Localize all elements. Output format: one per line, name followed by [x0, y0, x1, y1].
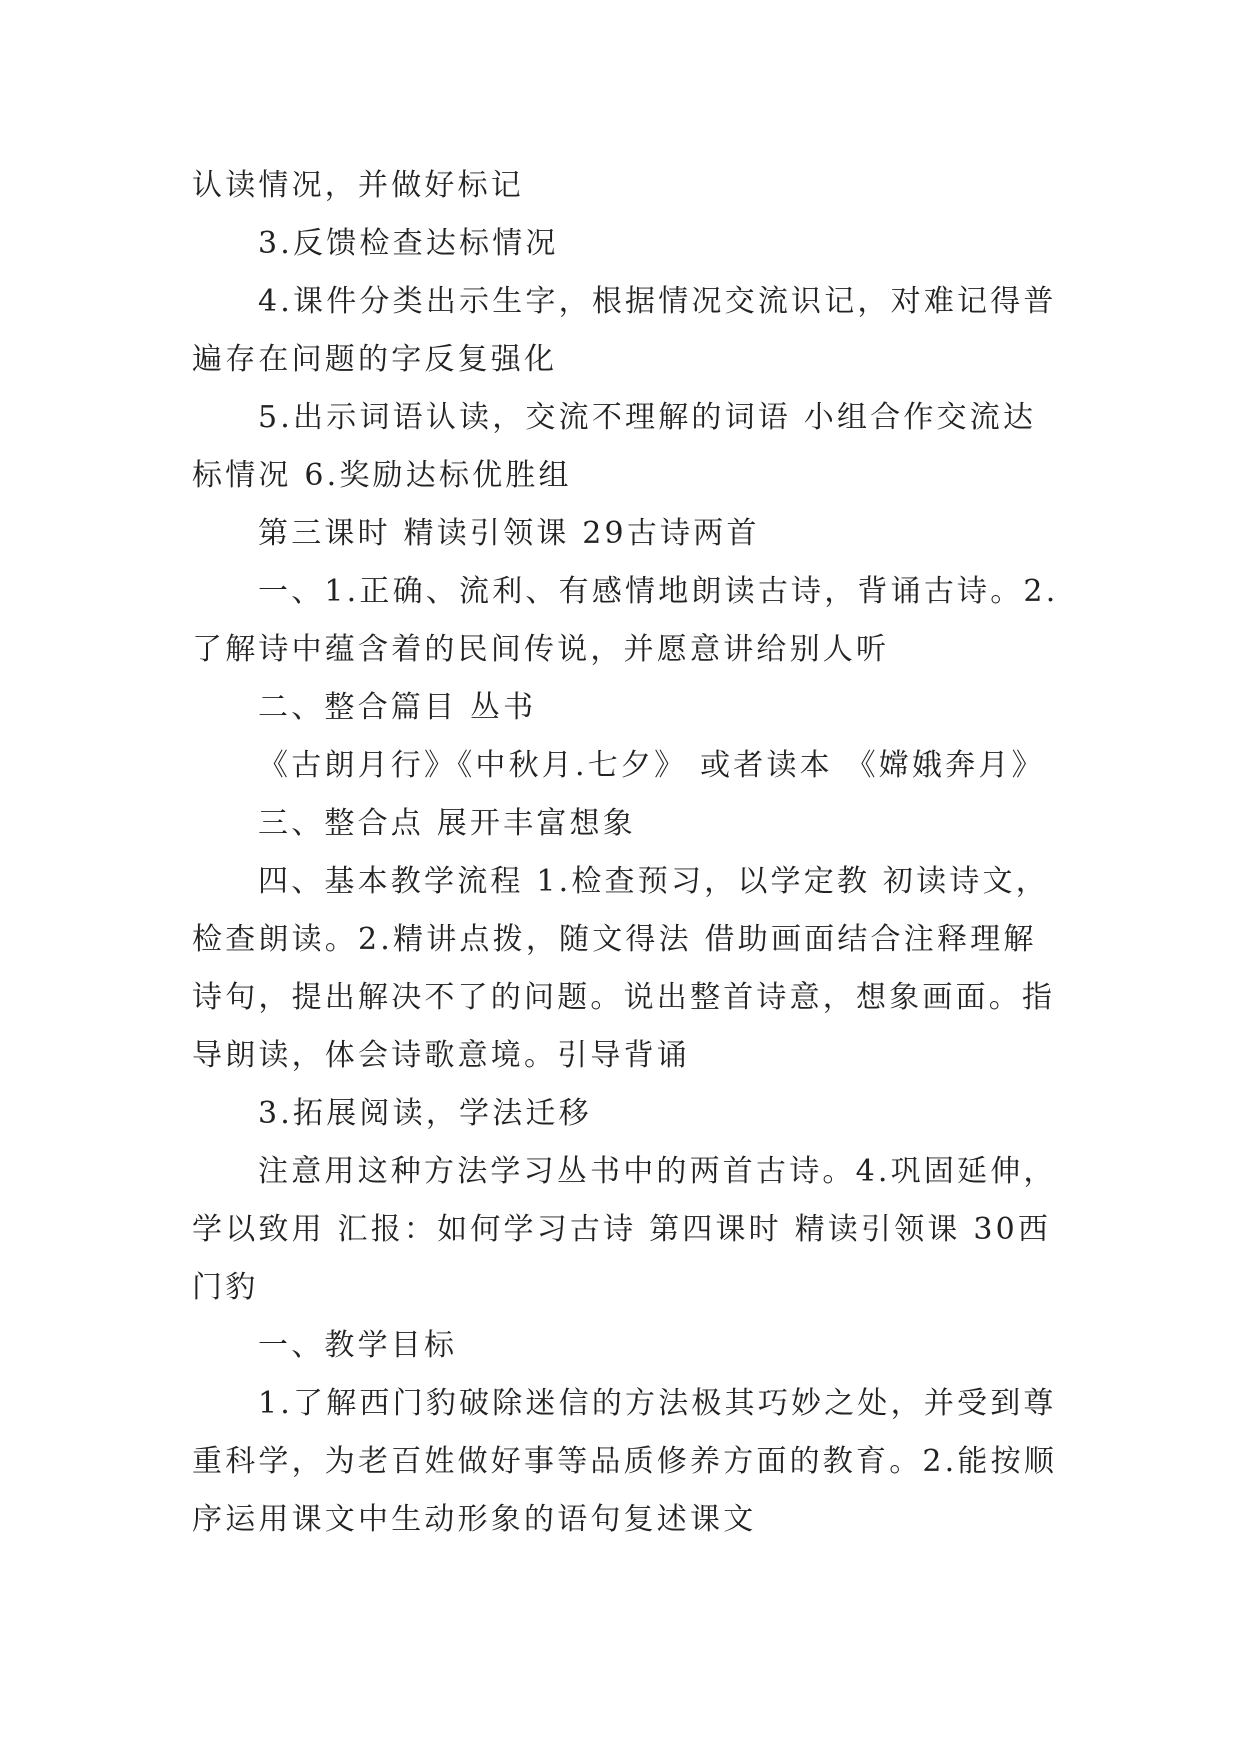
paragraph: 5.出示词语认读，交流不理解的词语 小组合作交流达标情况 6.奖励达标优胜组 [192, 400, 1037, 493]
paragraph: 3.拓展阅读，学法迁移 [258, 1096, 592, 1131]
paragraph: 《古朗月行》《中秋月.七夕》 或者读本 《嫦娥奔月》 [258, 748, 1045, 783]
document-body [192, 157, 1062, 1549]
paragraph: 四、基本教学流程 1.检查预习，以学定教 初读诗文，检查朗读。2.精讲点拨，随文得法 借助画面结合注释理解诗句，提出解决不了的问题。说出整首诗意，想象画面。指导朗读，体会诗歌意境。引导背诵 [192, 864, 1056, 1073]
paragraph: 1.了解西门豹破除迷信的方法极其巧妙之处，并受到尊重科学，为老百姓做好事等品质修养方面的教育。2.能按顺序运用课文中生动形象的语句复述课文 [192, 1386, 1058, 1537]
paragraph: 一、1.正确、流利、有感情地朗读古诗，背诵古诗。2.了解诗中蕴含着的民间传说，并愿意讲给别人听 [192, 574, 1059, 667]
paragraph: 认读情况，并做好标记 [192, 168, 524, 203]
paragraph: 一、教学目标 [258, 1328, 458, 1363]
paragraph: 4.课件分类出示生字，根据情况交流识记，对难记得普遍存在问题的字反复强化 [192, 284, 1057, 377]
paragraph: 三、整合点 展开丰富想象 [258, 806, 636, 841]
paragraph: 第三课时 精读引领课 29古诗两首 [258, 516, 760, 551]
paragraph: 二、整合篇目 丛书 [258, 690, 537, 725]
paragraph: 3.反馈检查达标情况 [258, 226, 559, 261]
paragraph: 注意用这种方法学习丛书中的两首古诗。4.巩固延伸，学以致用 汇报：如何学习古诗 第四课时 精读引领课 30西门豹 [192, 1154, 1057, 1305]
